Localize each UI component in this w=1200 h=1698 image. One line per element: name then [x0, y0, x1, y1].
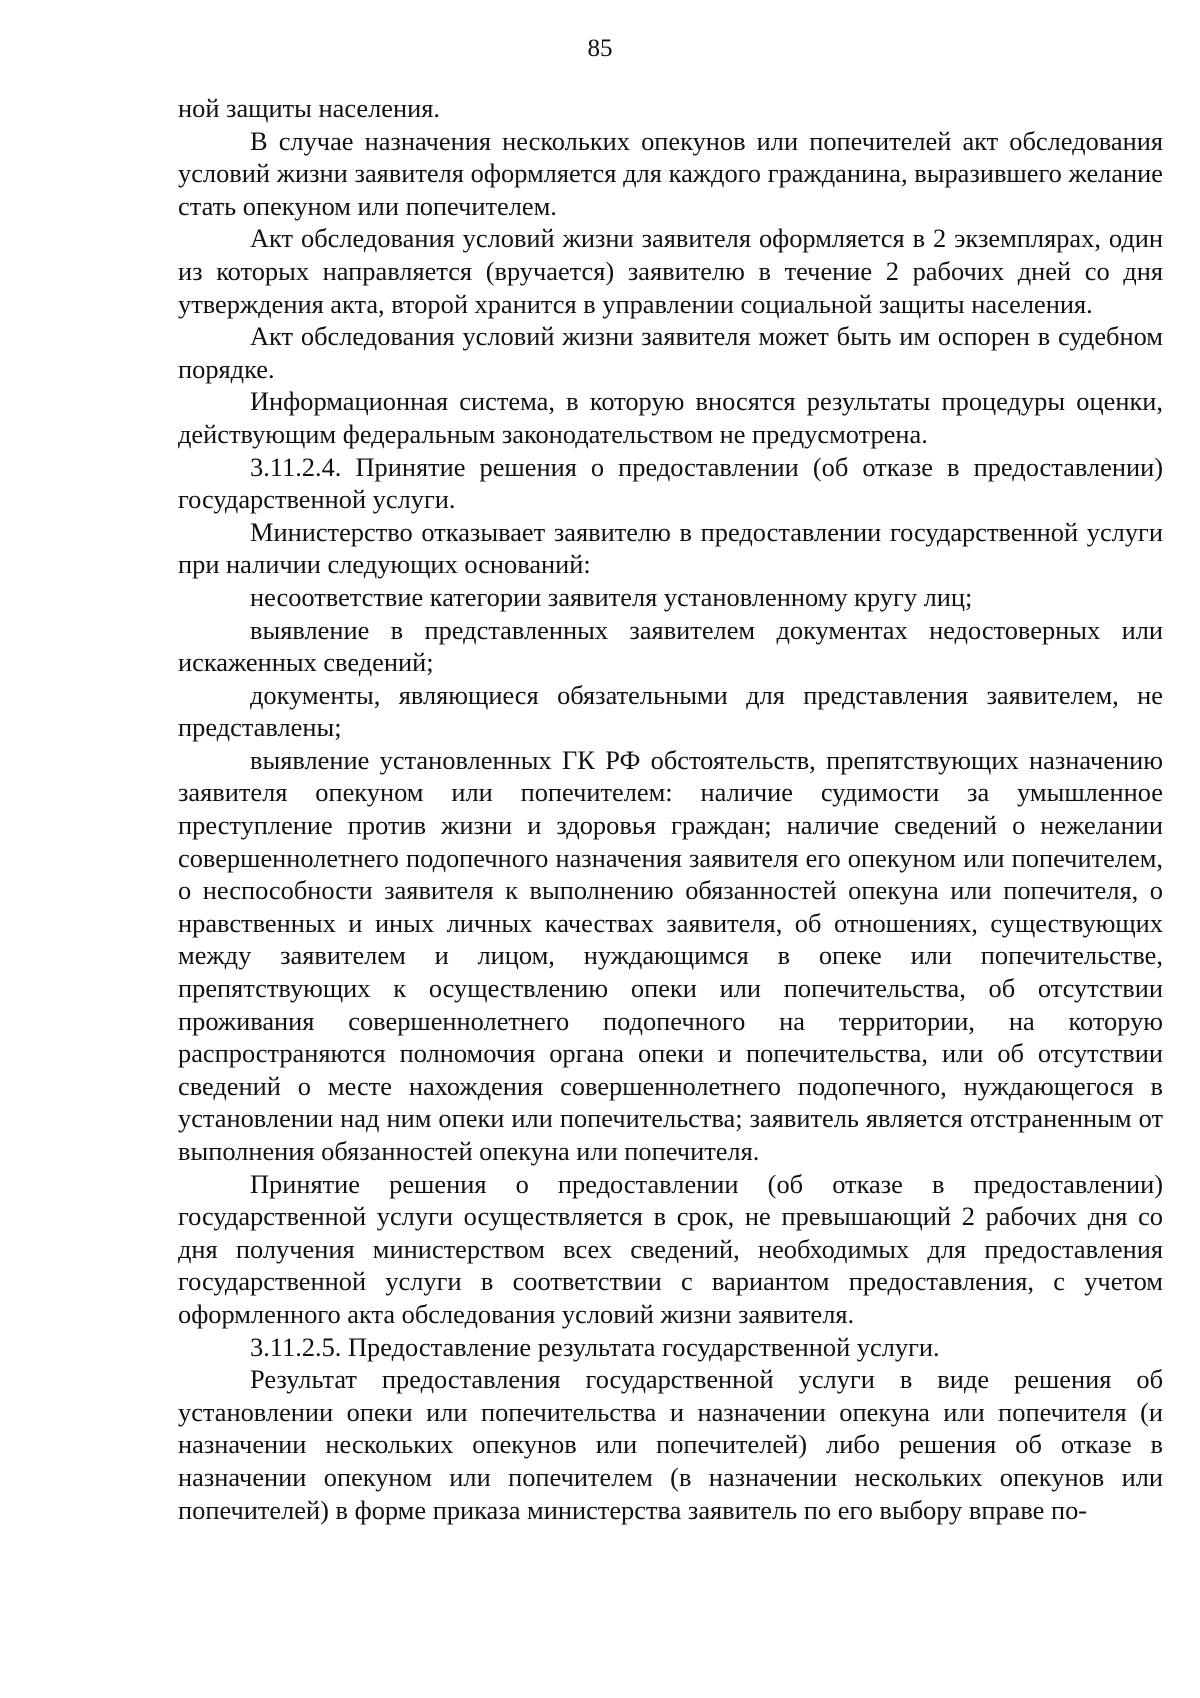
paragraph: Информационная система, в которую вносятся результаты процедуры оценки, действующим федеральным законодательством не предусмотрена.: [178, 386, 1163, 449]
paragraph: В случае назначения нескольких опекунов или попечителей акт обследования условий жизни заявителя оформляется для каждого гражданина, выразившего желание стать опекуном или попечителем.: [178, 125, 1163, 221]
list-item: несоответствие категории заявителя установленному кругу лиц;: [250, 581, 973, 612]
paragraph-continuation: ной защиты населения.: [178, 93, 440, 123]
paragraph: Акт обследования условий жизни заявителя может быть им оспорен в судебном порядке.: [178, 321, 1163, 384]
paragraph: Акт обследования условий жизни заявителя оформляется в 2 экземплярах, один из которых направляется (вручается) заявителю в течение 2 рабочих дней со дня утверждения акта, второй хранится в управлении социальной защиты населения.: [178, 223, 1163, 319]
list-item: документы, являющиеся обязательными для представления заявителем, не представлены;: [178, 679, 1163, 743]
section-heading-3-11-2-5: 3.11.2.5. Предоставление результата государственной услуги.: [250, 1331, 940, 1362]
section-heading-3-11-2-4: 3.11.2.4. Принятие решения о предоставлении (об отказе в предоставлении) государственной услуги.: [178, 451, 1163, 515]
page-number: 85: [587, 35, 613, 62]
paragraph: Результат предоставления государственной услуги в виде решения об установлении опеки или попечительства и назначении опекуна или попечителя (и назначении нескольких опекунов или попечителей) либо решения об отказе в назначении опекуном или попечителем (в назначении нескольких опекунов или попечителей) в форме приказа министерства заявитель по его выбору вправе по-: [178, 1364, 1163, 1525]
list-item: выявление установленных ГК РФ обстоятельств, препятствующих назначению заявителя опекуном или попечителем: наличие судимости за умышленное преступление против жизни и здоровья граждан; наличие сведений о нежелании совершеннолетнего подопечного назначения заявителя его опекуном или попечителем, о неспособности заявителя к выполнению обязанностей опекуна или попечителя, о нравственных и иных личных качествах заявителя, об отношениях, существующих между заявителем и лицом, нуждающимся в опеке или попечительстве, препятствующих к осуществлению опеки или попечительства, об отсутствии проживания совершеннолетнего подопечного на территории, на которую распространяются полномочия органа опеки и попечительства, или об отсутствии сведений о месте нахождения совершеннолетнего подопечного, нуждающегося в установлении над ним опеки или попечительства; заявитель является отстраненным от выполнения обязанностей опекуна или попечителя.: [178, 744, 1163, 1166]
paragraph: Министерство отказывает заявителю в предоставлении государственной услуги при наличии следующих оснований:: [178, 516, 1163, 580]
paragraph: Принятие решения о предоставлении (об отказе в предоставлении) государственной услуги осуществляется в срок, не превышающий 2 рабочих дня со дня получения министерством всех сведений, необходимых для предоставления государственной услуги в соответствии с вариантом предоставления, с учетом оформленного акта обследования условий жизни заявителя.: [178, 1168, 1163, 1329]
document-body: [178, 92, 1163, 1526]
list-item: выявление в представленных заявителем документах недостоверных или искаженных сведений;: [178, 614, 1163, 678]
